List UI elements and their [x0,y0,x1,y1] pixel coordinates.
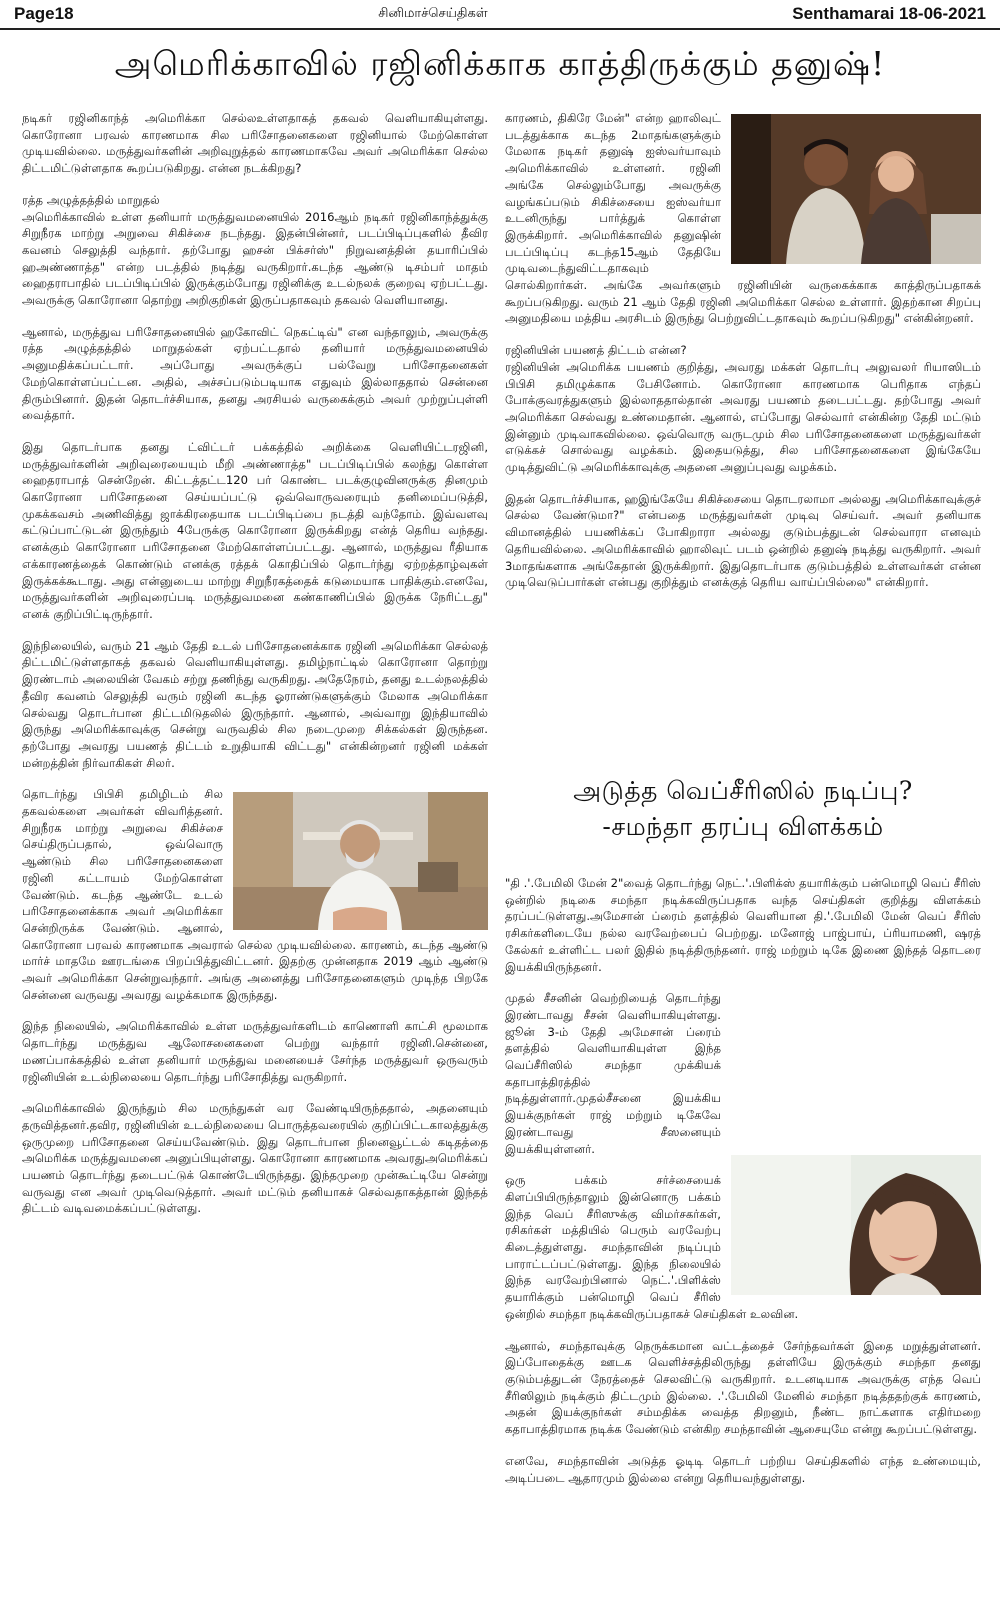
article2-paragraph: "தி .'.பேமிலி மேன் 2"வைத் தொடர்ந்து நெட்.'.பிளிக்ஸ் தயாரிக்கும் பன்மொழி வெப் சீரிஸ் ஒன்றில் நடிகை சமந்தா நடிக்கவிருப்பதாக வந்த செய்திகள் குறித்து விளக்கம் தரப்பட்டுள்ளது.அமேசான் ப்ரைம் தளத்தில் வெளியான தி.'.பேமிலி மேன் வெப் சீரிஸ் ரசிகர்களிடையே நல்ல வரவேற்பைப் பெற்றது. மனோஜ் பாஜ்பாய், ப்ரியாமணி, ஷரத் கேல்கர் உள்ளிட்ட பலர் இதில் நடித்திருந்தனர். ராஜ் மற்றும் டிகே இணை இந்தத் தொடரை இயக்கியிருந்தனர். [505,876,981,974]
article1-column-right [505,110,981,765]
article1-paragraph: ஆனால், மருத்துவ பரிசோதனையில் ஹகோவிட் நெகட்டிவ்" என வந்தாலும், அவருக்கு ரத்த அழுத்தத்தில் மாறுதல்கள் ஏற்பட்டதால் தனியார் மருத்துவமனையில் அனுமதிக்கப்பட்டார். அப்போது அவருக்குப் பல்வேறு பரிசோதனைகள் மேற்கொள்ளப்பட்டன. அதில், அச்சப்படும்படியாக எதுவும் இல்லாததால் சென்னை திரும்பினார். இதன் தொடர்ச்சியாக, தனது அரசியல் வருகைக்கும் அவர் முற்றுப்புள்ளி வைத்தார். [22,324,488,423]
main-headline: அமெரிக்காவில் ரஜினிக்காக காத்திருக்கும் தனுஷ்! [114,44,886,83]
article1-paragraph: ரஜினியின் அமெரிக்க பயணம் குறித்து, அவரது மக்கள் தொடர்பு அலுவலர் ரியாஸிடம் பிபிசி தமிழுக்காக பேசினோம். கொரோனா காரணமாக பெரிதாக எந்தப் போக்குவரத்துகளும் இல்லாததால்தான் அவரது பயணம் தடைபட்டது. தற்போது அவர் அமெரிக்கா செல்வது உண்மைதான். ஆனால், எப்போது செல்வார் என்கின்ற தேதி மட்டும் இன்னும் முடிவாகவில்லை. ஒவ்வொரு வருடமும் சில பரிசோதனைகளை மருத்துவர்கள் எடுக்கச் சொல்வது வழக்கம். இதையடுத்து, சில பரிசோதனைகளை இங்கேயே முடித்துவிட்டு அமெரிக்காவுக்கு அதனை அனுப்புவது வழக்கம். [505,359,981,475]
article1-paragraph: அமெரிக்காவில் உள்ள தனியார் மருத்துவமனையில் 2016ஆம் நடிகர் ரஜினிகாந்த்துக்கு சிறுநீரக மாற்று அறுவை சிகிச்சை நடந்தது. இதன்பின்னர், படப்பிடிப்புகளில் தீவிர கவனம் செலுத்தி வந்தார். தற்போது ஹசன் பிக்சர்ஸ்" நிறுவனத்தின் தயாரிப்பில் ஹஅண்ணாத்த" என்ற படத்தில் நடித்து வருகிறார்.கடந்த ஆண்டு டிசம்பர் மாதம் ஹைதராபாதில் படப்பிடிப்பில் இருக்கும்போது ரஜினிக்கு உடல்நலக் குறைவு ஏற்பட்டது. அவருக்கு கொரோனா தொற்று அறிகுறிகள் இருப்பதாகவும் தகவல் வெளியானது. [22,209,488,308]
article2-paragraph: முதல் சீசனின் வெற்றியைத் தொடர்ந்து இரண்டாவது சீசன் வெளியாகியுள்ளது. ஜூன் 3-ம் தேதி அமேசான் ப்ரைம் தளத்தில் வெளியாகியுள்ள இந்த வெப்சீரிஸில் சமந்தா முக்கியக் கதாபாத்திரத்தில் நடித்துள்ளார்.முதல்சீசனை இயக்கிய இயக்குநர்கள் ராஜ் மற்றும் டிகேவே இரண்டாவது சீஸனையும் இயக்கியுள்ளனர். [505,991,721,1156]
article1-column-left [22,110,488,1590]
rajini-photo-illustration [233,792,488,930]
dhanush-aishwarya-photo [731,114,981,264]
article2-paragraph: எனவே, சமந்தாவின் அடுத்த ஓடிடி தொடர் பற்றிய செய்திகளில் எந்த உண்மையும், அடிப்படை ஆதாரமும் இல்லை என்று தெரியவந்துள்ளது. [505,1453,981,1485]
article2-paragraph: ஒரு பக்கம் சர்ச்சையைக் கிளப்பியிருந்தாலும் இன்னொரு பக்கம் இந்த வெப் சீரிஸுக்கு விமர்சகர்கள், ரசிகர்கள் மத்தியில் பெரும் வரவேற்பு கிடைத்துள்ளது. சமந்தாவின் நடிப்பும் பாராட்டப்பட்டுள்ளது. இந்த நிலையில் இந்த வரவேற்பினால் நெட்.'.பிளிக்ஸ் தயாரிக்கும் பன்மொழி வெப் சீரிஸ் ஒன்றில் சமந்தா நடிக்கவிருப்பதாகச் செய்திகள் உலவின. [505,1173,799,1321]
article1-paragraph: இது தொடர்பாக தனது ட்விட்டர் பக்கத்தில் அறிக்கை வெளியிட்டரஜினி, மருத்துவர்களின் அறிவுரையையும் மீறி அண்ணாத்த" படப்பிடிப்பில் கலந்து கொள்ள ஹைதராபாத் சென்றேன். கிட்டத்தட்ட120 பர் கொண்ட படக்குழுவினருக்கு தினமும் கொரோனா பரிசோதனை செய்யப்பட்டு ஒவ்வொருவரையும் தனிமைப்படுத்தி, முகக்கவசம் அணிவித்து ஜாக்கிரதையாக படப்பிடிப்பை நடத்தி வந்தோம். இவ்வளவு கட்டுப்பாட்டுடன் இருந்தும் 4பேருக்கு கொரோனா இருக்கிறது என்த் தெரிய வந்தது. எனக்கும் கொரோனா பரிசோதனை மேற்கொள்ளப்பட்டது. ஆனால், மருத்துவ ரீதியாக எக்காரணத்தைக் கொண்டும் எனக்கு ரத்தக் கொதிப்பில் தொடர்ந்து ஏற்றத்தாழ்வுகள் இருக்கக்கூடாது. அது என்னுடைய மாற்று சிறுநீரகத்தைக் கடுமையாக பாதிக்கும்.எனவே, மருத்துவர்களின் அறிவுரைப்படி மருத்துவமனை கண்காணிப்பில் இருக்க நேரிட்டது" எனக் குறிப்பிட்டிருந்தார். [22,439,488,621]
article1-paragraph: நடிகர் ரஜினிகாந்த் அமெரிக்கா செல்லஉள்ளதாகத் தகவல் வெளியாகியுள்ளது. கொரோனா பரவல் காரணமாக சில பரிசோதனைகளை ரஜினியால் மேற்கொள்ள முடியவில்லை. மருத்துவர்களின் அறிவுறுத்தல் காரணமாகவே அவர் அமெரிக்கா செல்ல திட்டமிட்டுள்ளதாக கூறப்படுகிறது. என்ன நடக்கிறது? [22,111,488,176]
page-header [0,0,1000,30]
article1-paragraph: காரணம், திகிரே மேன்" என்ற ஹாலிவுட் படத்துக்காக கடந்த 2மாதங்களுக்கும் மேலாக நடிகர் தனுஷ் ஐஸ்வர்யாவும் அமெரிக்காவில் உள்ளனர். ரஜினி அங்கே செல்லும்போது அவருக்கு வழங்கப்படும் சிகிச்சையை ஐஸ்வர்யா உடனிருந்து பார்த்துக் கொள்ள இருக்கிறார். அமெரிக்காவில் தனுஷின் படப்பிடிப்பு கடந்த15ஆம் தேதியே முடிவடைந்துவிட்டதாகவும் சொல்கிறார்கள். அங்கே அவர்களும் ரஜினியின் வருகைக்காக காத்திருப்பதாகக் கூறப்படுகிறது. வரும் 21 ஆம் தேதி ரஜினி அமெரிக்கா செல்ல உள்ளார். இதற்கான சிறப்பு அனுமதியை மத்திய அரசிடம் இருந்து பெற்றுவிட்டதாகவும் கூறப்படுகிறது" என்கின்றனர். [505,111,981,326]
page-number: Page18 [14,4,74,23]
section-name: சினிமாச்செய்திகள் [378,6,488,21]
article2-body [505,875,981,1590]
samantha-photo [731,1155,981,1295]
secondary-headline [505,773,981,845]
dhanush-aishwarya-photo-illustration [731,114,981,264]
publication-date: Senthamarai 18-06-2021 [792,4,986,23]
article1-paragraph: இதன் தொடர்ச்சியாக, ஹஇங்கேயே சிகிச்சையை தொடரலாமா அல்லது அமெரிக்காவுக்குச் செல்ல வேண்டுமா?" என்பதை மருத்துவர்கள் முடிவு செய்வர். அவர் தனியாக விமானத்தில் பயணிக்கப் போகிறாரா அல்லது குடும்பத்துடன் செல்வாரா எனவும் தெரியவில்லை. அமெரிக்காவில் ஹாலிவுட் படம் ஒன்றில் தனுஷ் நடித்து வருகிறார். அவர் 3மாதங்களாக அங்கேதான் இருக்கிறார். இதுதொடர்பாக குடும்பத்தில் உள்ளவர்கள் என்ன முடிவெடுப்பார்கள் என்பது குறித்தும் எனக்குத் தெரிய வாய்ப்பில்லை" என்கிறார். [505,491,981,590]
secondary-headline-line1: அடுத்த வெப்சீரிஸில் நடிப்பு? [573,776,913,805]
article1-paragraph: தொடர்ந்து பிபிசி தமிழிடம் சில தகவல்களை அவர்கள் விவரித்தனர். சிறுநீரக மாற்று அறுவை சிகிச்சை செய்திருப்பதால், ஒவ்வொரு ஆண்டும் சில பரிசோதனைகளை ரஜினி கட்டாயம் மேற்கொள்ள வேண்டும். கடந்த ஆண்டே உடல் பரிசோதனைக்காக அவர் அமெரிக்கா சென்றிருக்க வேண்டும். ஆனால், கொரோனா பரவல் காரணமாக அவரால் செல்ல முடியவில்லை. காரணம், கடந்த ஆண்டு மார்ச் மாதமே ஊரடங்கை பிறப்பித்துவிட்டனர். இதற்கு முன்னதாக 2019 ஆம் ஆண்டு அவர் அமெரிக்கா சென்றுவந்தார். அங்கு அனைத்து பரிசோதனைகளும் முடிந்த பிறகே சென்னை வருவது அவரது வழக்கமாக இருந்தது. [22,787,488,1002]
article1-paragraph: அமெரிக்காவில் இருந்தும் சில மருந்துகள் வர வேண்டியிருந்ததால், அதனையும் தருவித்தனர்.தவிர, ரஜினியின் உடல்நிலையை பொருத்தவரையில் குறிப்பிட்டகாலத்துக்கு ஒருமுறை பரிசோதனை செய்யவேண்டும். இது தொடர்பான நினைவூட்டல் கடிதத்தை அமெரிக்க மருத்துவமனை அனுப்பியுள்ளது. கொரோனா காரணமாக அவரதுஅமெரிக்கப் பயணம் தொடர்ந்து தடைபட்டுக் கொண்டேயிருந்தது. இந்தமுறை முன்கூட்டியே சென்று வருவது என அவர் முடிவெடுத்தார். அவர் மட்டும் தனியாகச் செல்வதாகத்தான் இந்தத் திட்டம் வடிவமைக்கப்பட்டுள்ளது. [22,1101,488,1216]
article1-paragraph: இந்நிலையில், வரும் 21 ஆம் தேதி உடல் பரிசோதனைக்காக ரஜினி அமெரிக்கா செல்லத் திட்டமிட்டுள்ளதாகத் தகவல் வெளியாகியுள்ளது. தமிழ்நாட்டில் கொரோனா தொற்று இரண்டாம் அலையின் வேகம் சற்று தணிந்து வருகிறது. அதேநேரம், தனது உடல்நலத்தில் தீவிர கவனம் செலுத்தி வரும் ரஜினி கடந்த ஓராண்டுகளுக்கும் மேலாக அமெரிக்கா செல்வது தொடர்பான திட்டமிடுதலில் இருந்தார். ஆனால், அவ்வாறு இந்தியாவில் இருந்து அமெரிக்காவுக்கு சென்று வருவதில் சில நடைமுறை சிக்கல்கள் இருந்தன. தற்போது அவரது பயணத் திட்டம் உறுதியாகி விட்டது" என்கின்றனர் ரஜினி மக்கள் மன்றத்தின் நிர்வாகிகள் சிலர். [22,638,488,770]
article2-paragraph: ஆனால், சமந்தாவுக்கு நெருக்கமான வட்டத்தைச் சேர்ந்தவர்கள் இதை மறுத்துள்ளனர். இப்போதைக்கு ஊடக வெளிச்சத்திலிருந்து தள்ளியே இருக்கும் சமந்தா தனது குடும்பத்துடன் நேரத்தைச் செலவிட்டு வருகிறார். உடனடியாக அவருக்கு எந்த வெப் சீரிஸிலும் நடிக்கும் திட்டமும் இல்லை. .'.பேமிலி மேனில் சமந்தா நடித்ததற்குக் காரணம், அதன் இயக்குநர்கள் சம்மதிக்க வைத்த திறனும், நீண்ட நாட்களாக எதிர்மறை கதாபாத்திரமாக நடிக்க வேண்டும் என்கிற சமந்தாவின் ஆசையுமே என்று கூறப்பட்டுள்ளது. [505,1338,981,1437]
rajini-photo [233,792,488,930]
article1-subheading: ரத்த அழுத்தத்தில் மாறுதல் [22,192,160,207]
samantha-photo-illustration [731,1155,981,1295]
article1-subheading: ரஜினியின் பயணத் திட்டம் என்ன? [505,343,687,358]
article1-paragraph: இந்த நிலையில், அமெரிக்காவில் உள்ள மருத்துவர்களிடம் காணொளி காட்சி மூலமாக தொடர்ந்து மருத்துவ ஆலோசனைகளை பெற்று வந்தார் ரஜினி.சென்னை, மணப்பாக்கத்தில் உள்ள தனியார் மருத்துவ மனையைச் சேர்ந்த மருத்துவர் ஒருவரும் ரஜினியின் உடல்நிலையை தொடர்ந்து பரிசோதித்து வருகிறார். [22,1019,488,1084]
secondary-headline-line2: -சமந்தா தரப்பு விளக்கம் [602,812,884,841]
